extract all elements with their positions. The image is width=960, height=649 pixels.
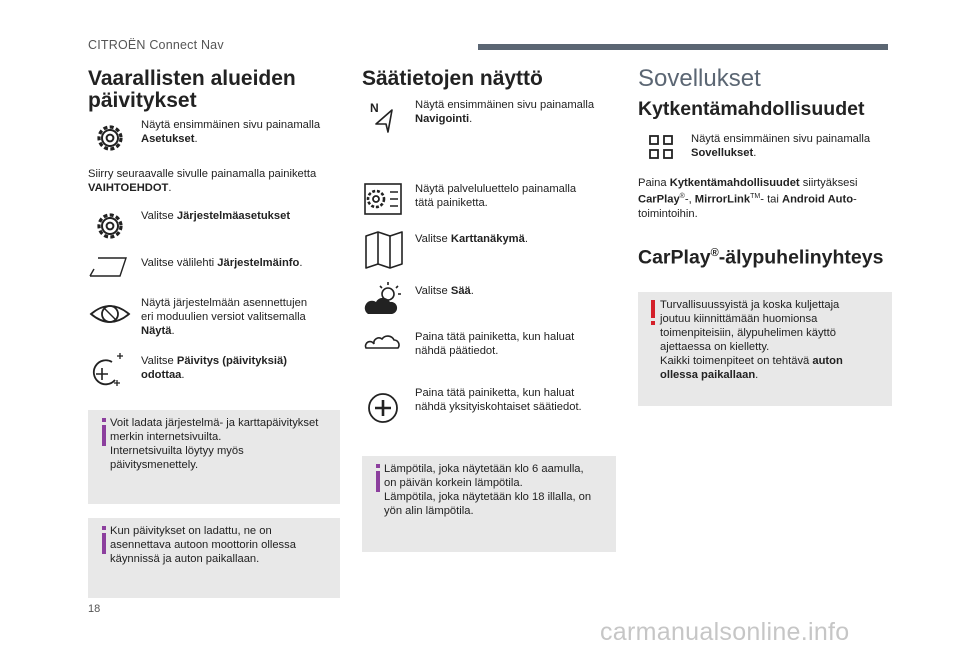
subsection-connectivity: Kytkentämahdollisuudet (638, 98, 865, 120)
header-brand: CITROËN Connect Nav (88, 38, 224, 52)
paragraph-connectivity: Paina Kytkentämahdollisuudet siirtyäksesi CarPlay®-, MirrorLink™- tai Android Auto- toimintoihin. (638, 177, 858, 220)
tab-shape-icon (88, 252, 132, 292)
gear-icon (88, 118, 132, 158)
plus-icon (362, 384, 406, 424)
gear-icon (88, 207, 132, 247)
info-icon (371, 464, 385, 494)
apps-icon (638, 132, 682, 172)
weather-icon (362, 280, 406, 320)
map-icon (362, 230, 406, 270)
subsection-carplay: CarPlay®-älypuhelinyhteys (638, 246, 884, 269)
warning-icon (646, 298, 660, 328)
section-title-apps: Sovellukset (638, 65, 761, 92)
watermark: carmanualsonline.info (600, 618, 850, 646)
section-title-weather: Säätietojen näyttö (362, 67, 543, 90)
info-icon (97, 418, 111, 448)
info-icon (97, 526, 111, 556)
section-title-hazard-zones: Vaarallisten alueiden päivitykset (88, 67, 296, 112)
info-box-install: Kun päivitykset on ladattu, ne on asennettava autoon moottorin ollessa käynnissä ja auton paikallaan. (88, 518, 340, 598)
warning-box-safety: Turvallisuussyistä ja koska kuljettaja joutuu kiinnittämään huomionsa toimenpiteisiin, älypuhelimen käyttö ajettaessa on kielletty. Kaikki toimenpiteet on tehtävä auton ollessa paikallaan. (638, 292, 892, 406)
cloud-icon (362, 330, 406, 370)
update-icon (88, 352, 132, 392)
info-box-downloads: Voit ladata järjestelmä- ja karttapäivitykset merkin internetsivuilta. Internetsivuilta löytyy myös päivitysmenettely. (88, 410, 340, 504)
header-bar (478, 44, 888, 50)
paragraph-options: Siirry seuraavalle sivulle painamalla painiketta VAIHTOEHDOT. (88, 168, 317, 194)
info-box-temperature: Lämpötila, joka näytetään klo 6 aamulla, on päivän korkein lämpötila. Lämpötila, joka näytetään klo 18 illalla, on yön alin lämpötila. (362, 456, 616, 552)
navigation-icon (362, 98, 406, 138)
eye-icon (88, 296, 132, 336)
service-icon (362, 180, 406, 220)
page-number: 18 (88, 603, 101, 615)
svg-text:N: N (370, 101, 379, 115)
